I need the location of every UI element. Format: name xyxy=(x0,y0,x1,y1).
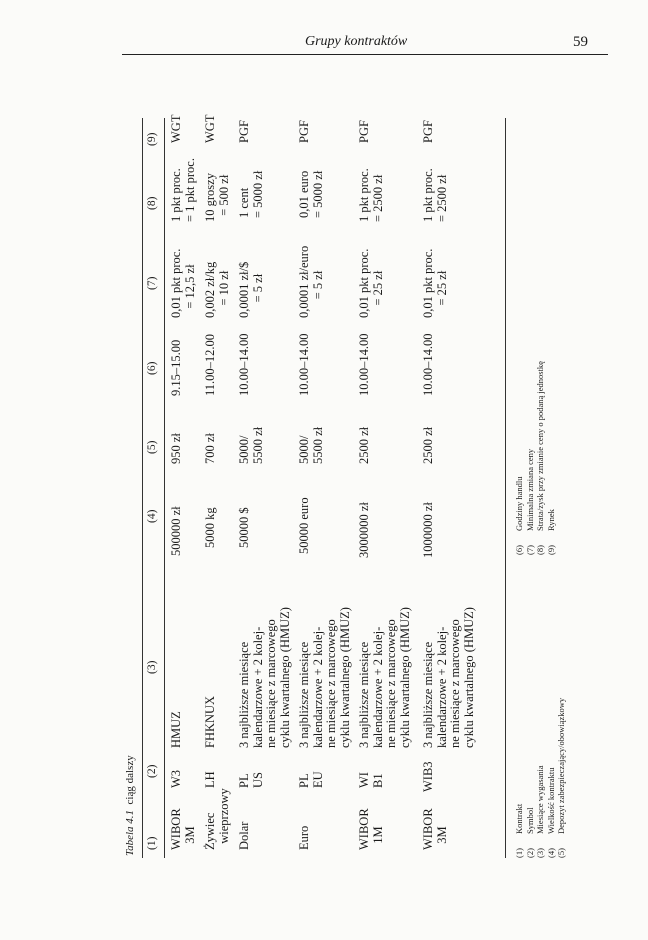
cell-r1-contract: WIBOR 3M xyxy=(169,808,197,850)
cell-r3-size: 50000 $ xyxy=(237,507,251,548)
cell-r5-months: 3 najbliższe miesiące kalendarzowe + 2 kolej- ne miesiące z marcowego cyklu kwartalnego (HMUZ) xyxy=(357,607,412,748)
legend-item xyxy=(546,698,557,858)
cell-r4-deposit: 5000/ 5500 zł xyxy=(297,426,325,464)
cell-r1-size: 500000 zł xyxy=(169,506,183,556)
legend-item xyxy=(556,698,567,858)
legend-text: Miesiące wygasania xyxy=(535,765,545,834)
cell-r6-pnl: 1 pkt proc. = 2500 zł xyxy=(421,168,449,222)
cell-r2-hours: 11.00–12.00 xyxy=(203,333,217,396)
legend-item xyxy=(525,698,536,858)
cell-r2-contract: Żywiec wieprzowy xyxy=(203,788,231,850)
legend-number: (1) xyxy=(514,848,524,858)
cell-r5-mintick: 0,01 pkt proc. = 25 zł xyxy=(357,248,385,318)
cell-r6-months: 3 najbliższe miesiące kalendarzowe + 2 kolej- ne miesiące z marcowego cyklu kwartalnego (HMUZ) xyxy=(421,607,476,748)
cell-r1-hours: 9.15–15.00 xyxy=(169,339,183,396)
column-number-4: (4) xyxy=(146,509,158,523)
legend-item xyxy=(535,698,546,858)
legend-item xyxy=(514,698,525,858)
legend-item xyxy=(514,361,525,555)
cell-r4-pnl: 0,01 euro = 5000 zł xyxy=(297,170,325,218)
cell-r2-mintick: 0,002 zł/kg = 10 zł xyxy=(203,261,231,318)
page-number: 59 xyxy=(573,34,588,50)
column-number-3: (3) xyxy=(146,660,158,674)
column-number-7: (7) xyxy=(146,276,158,290)
column-number-6: (6) xyxy=(146,361,158,375)
cell-r1-pnl: 1 pkt proc. = 1 pkt proc. xyxy=(169,158,197,222)
table-header-rule xyxy=(164,118,165,858)
cell-r5-market: PGF xyxy=(357,120,371,143)
legend-right xyxy=(514,361,556,555)
cell-r4-mintick: 0,0001 zł/euro = 5 zł xyxy=(297,245,325,318)
legend-text: Kontrakt xyxy=(514,803,524,834)
cell-r1-market: WGT xyxy=(169,114,183,143)
legend-text: Symbol xyxy=(524,807,535,834)
cell-r3-deposit: 5000/ 5500 zł xyxy=(237,426,265,464)
running-header-title: Grupy kontraktów xyxy=(305,34,408,49)
cell-r3-hours: 10.00–14.00 xyxy=(237,333,251,396)
cell-r3-market: PGF xyxy=(237,120,251,143)
cell-r2-deposit: 700 zł xyxy=(203,433,217,464)
column-number-2: (2) xyxy=(146,764,158,778)
cell-r4-size: 50000 euro xyxy=(297,497,311,554)
legend-number: (2) xyxy=(524,848,535,858)
legend-text: Strata/zysk przy zmianie ceny o podaną jednostkę xyxy=(535,361,545,531)
legend-number: (6) xyxy=(514,545,524,555)
header-rule xyxy=(122,54,608,55)
cell-r2-size: 5000 kg xyxy=(203,507,217,548)
cell-r6-size: 1000000 zł xyxy=(421,502,435,558)
cell-r2-pnl: 10 groszy = 500 zł xyxy=(203,173,231,222)
legend-text: Depozyt zabezpieczający/obowiązkowy xyxy=(556,697,566,834)
cell-r2-market: WGT xyxy=(203,114,217,143)
cell-r2-months: FHKNUX xyxy=(203,695,217,748)
legend-text: Wielkość kontraktu xyxy=(545,767,556,834)
cell-r5-symbol: WI B1 xyxy=(357,772,385,788)
cell-r4-hours: 10.00–14.00 xyxy=(297,333,311,396)
cell-r4-months: 3 najbliższe miesiące kalendarzowe + 2 kolej- ne miesiące z marcowego cyklu kwartalnego (HMUZ) xyxy=(297,607,352,748)
column-number-8: (8) xyxy=(146,196,158,210)
cell-r3-mintick: 0,0001 zł/$ = 5 zł xyxy=(237,261,265,318)
cell-r3-symbol: PL US xyxy=(237,772,265,788)
table-caption-continued: ciąg dalszy xyxy=(124,755,136,805)
cell-r3-contract: Dolar xyxy=(237,821,251,850)
column-number-9: (9) xyxy=(146,132,158,146)
cell-r1-deposit: 950 zł xyxy=(169,433,183,464)
table-top-rule xyxy=(142,118,143,858)
cell-r5-deposit: 2500 zł xyxy=(357,426,371,464)
cell-r1-mintick: 0,01 pkt proc. = 12,5 zł xyxy=(169,248,197,318)
cell-r6-deposit: 2500 zł xyxy=(421,426,435,464)
legend-text: Godziny handlu xyxy=(514,476,524,531)
legend-number: (8) xyxy=(535,545,545,555)
cell-r6-market: PGF xyxy=(421,120,435,143)
cell-r5-hours: 10.00–14.00 xyxy=(357,333,371,396)
cell-r1-symbol: W3 xyxy=(169,769,183,788)
legend-item xyxy=(525,361,536,555)
cell-r3-months: 3 najbliższe miesiące kalendarzowe + 2 kolej- ne miesiące z marcowego cyklu kwartalnego (HMUZ) xyxy=(237,607,292,748)
column-number-1: (1) xyxy=(146,836,158,850)
table-bottom-rule xyxy=(505,118,506,858)
cell-r6-mintick: 0,01 pkt proc. = 25 zł xyxy=(421,248,449,318)
cell-r5-contract: WIBOR 1M xyxy=(357,808,385,850)
legend-text: Minimalna zmiana ceny xyxy=(524,448,535,531)
rotated-table-region xyxy=(122,88,602,858)
legend-item xyxy=(546,361,557,555)
legend-text: Rynek xyxy=(545,509,556,531)
column-number-5: (5) xyxy=(146,440,158,454)
cell-r4-symbol: PL EU xyxy=(297,771,325,788)
legend-number: (9) xyxy=(545,545,556,555)
cell-r3-pnl: 1 cent = 5000 zł xyxy=(237,170,265,218)
table-caption-label: Tabela 4.1 xyxy=(124,809,136,856)
legend-number: (5) xyxy=(556,848,566,858)
legend-number: (4) xyxy=(545,848,556,858)
table-caption xyxy=(124,755,136,856)
cell-r4-contract: Euro xyxy=(297,825,311,850)
legend-number: (3) xyxy=(535,848,545,858)
legend-item xyxy=(535,361,546,555)
cell-r5-size: 3000000 zł xyxy=(357,502,371,558)
legend-left xyxy=(514,698,567,858)
cell-r2-symbol: LH xyxy=(203,771,217,788)
cell-r4-market: PGF xyxy=(297,120,311,143)
cell-r6-contract: WIBOR 3M xyxy=(421,808,449,850)
cell-r6-hours: 10.00–14.00 xyxy=(421,333,435,396)
cell-r1-months: HMUZ xyxy=(169,711,183,748)
cell-r5-pnl: 1 pkt proc. = 2500 zł xyxy=(357,168,385,222)
legend-number: (7) xyxy=(524,545,535,555)
cell-r6-symbol: WIB3 xyxy=(421,761,435,792)
